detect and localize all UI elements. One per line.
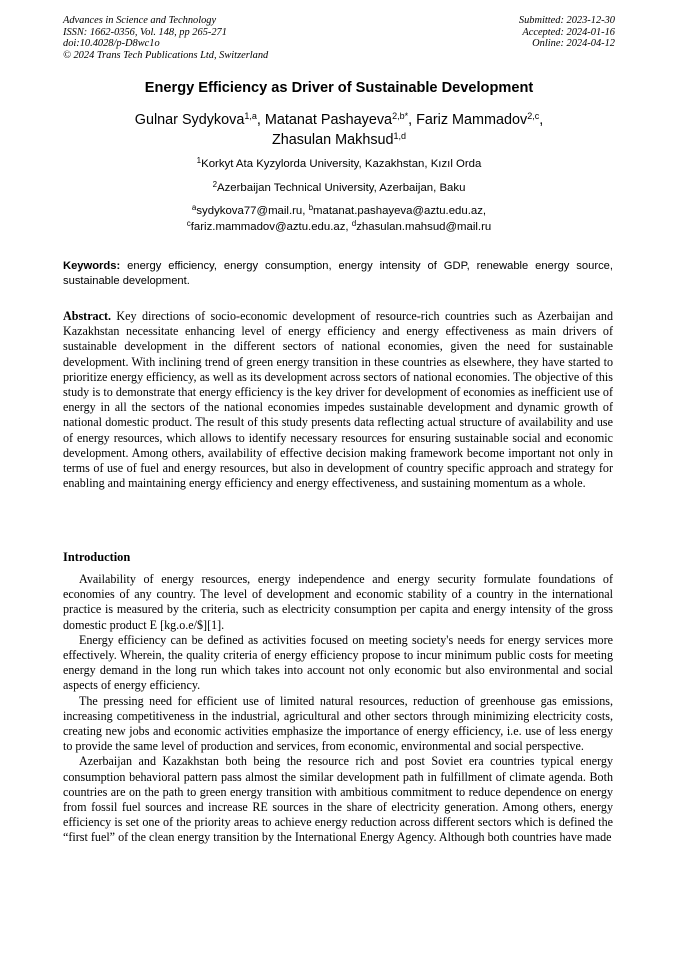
paper-title: Energy Efficiency as Driver of Sustainable Development xyxy=(144,80,534,96)
author-name: Gulnar Sydykova xyxy=(134,112,245,128)
journal-doi: doi:10.4028/p-D8wc1o xyxy=(63,38,160,50)
author-separator: , xyxy=(256,112,265,128)
affiliation-sup: 2 xyxy=(212,180,218,189)
email-sup: d xyxy=(351,218,357,228)
publication-dates xyxy=(519,15,615,50)
author-affiliation-sup: 2,b* xyxy=(392,111,409,121)
author-affiliation-sup: 2,c xyxy=(527,111,540,121)
author-name: Fariz Mammadov xyxy=(416,112,528,128)
author-emails xyxy=(0,204,678,235)
accepted-date: Accepted: 2024-01-16 xyxy=(522,26,615,38)
email-sup: b xyxy=(308,203,314,212)
introduction-body xyxy=(63,572,613,846)
abstract-text: Key directions of socio-economic development of resource-rich countries such as Azerbaijan and Kazakhstan necessitate enhancing level of energy efficiency and energy effectiveness as main drivers of sustainable development in the different sectors of national economies, given the need for sustainable development. With inclining trend of green energy transition in these countries as elsewhere, they have started to prioritize energy efficiency, as well as its development across sectors of national economies. The objective of this study is to demonstrate that energy efficiency is the key driver for development of economies as inefficient use of energy in all the sectors of the national economies impedes sustainable development and dynamic growth of national domestic product. The result of this study presents data reflecting actual structure of availability and use of energy resources, which allows to identify necessary resources for ensuring sustainable social and economic development. Among others, availability of effective decision making framework become important not only in terms of use of fuel and energy resources, but also in development of country specific approach and strategy for enabling and maintaining energy efficiency and energy effectiveness, and sustaining momentum as a whole. xyxy=(63,309,613,491)
email-text: zhasulan.mahsud@mail.ru xyxy=(356,220,492,233)
email-sup: a xyxy=(191,203,197,212)
email-text: matanat.pashayeva@aztu.edu.az, xyxy=(313,205,487,217)
affiliation-1 xyxy=(0,157,678,173)
abstract-label: Abstract. xyxy=(63,309,112,323)
author-affiliation-sup: 1,d xyxy=(393,131,407,141)
affiliation-2 xyxy=(0,181,678,197)
paragraph: The pressing need for efficient use of limited natural resources, reduction of greenhouse gas emissions, increasing competitiveness in the industrial, agricultural and other sectors through minimizing electricity costs, creating new jobs and economic activities emphasize the importance of energy efficiency, i.e. use of less energy to provide the same level of production and services, from economic, environmental and social perspective. xyxy=(63,693,613,754)
journal-header xyxy=(63,15,268,61)
author-separator: , xyxy=(408,112,417,128)
author-name: Matanat Pashayeva xyxy=(264,112,393,128)
keywords-label: Keywords: xyxy=(63,260,121,272)
section-heading-introduction: Introduction xyxy=(63,550,131,564)
author-affiliation-sup: 1,a xyxy=(244,111,257,121)
author-list xyxy=(60,110,618,150)
journal-issn: ISSN: 1662-0356, Vol. 148, pp 265-271 xyxy=(63,26,227,38)
paragraph: Energy efficiency can be defined as activities focused on meeting society's needs for energy services more effectively. Wherein, the quality criteria of energy efficiency propose to incur minimum public costs for meeting energy demand in the long run which takes into account not only economic but also environmental and social aspects of energy efficiency. xyxy=(63,632,613,693)
abstract xyxy=(63,309,613,491)
email-sup: c xyxy=(186,218,191,228)
keywords xyxy=(63,259,613,288)
email-text: sydykova77@mail.ru, xyxy=(196,205,309,217)
paragraph: Availability of energy resources, energy independence and energy security formulate foundations of economies of any country. The level of development and economic stability of a country in the international practice is measured by the criteria, such as electricity consumption per capita and energy intensity of the gross domestic product E [kg.o.e/$][1]. xyxy=(63,572,613,632)
affiliation-sup: 1 xyxy=(196,156,202,165)
submitted-date: Submitted: 2023-12-30 xyxy=(518,15,615,26)
author-name: Zhasulan Makhsud xyxy=(271,132,394,148)
paragraph: Azerbaijan and Kazakhstan both being the resource rich and post Soviet era countries typical energy consumption behavioral pattern pass almost the similar development path in fulfillment of climate agenda. Both countries are on the path to green energy transition with ambitious commitment to reduce dependence on energy from fossil fuel sources and increase RE sources in the share of electricity generation. Among others, energy efficiency is set one of the priority areas to achieve energy reduction across different sectors which is defined the “first fuel” of the clean energy transition by the International Energy Agency. Although both countries have made xyxy=(63,754,613,845)
affiliation-text: Azerbaijan Technical University, Azerbaijan, Baku xyxy=(217,182,466,194)
journal-copyright: © 2024 Trans Tech Publications Ltd, Switzerland xyxy=(63,49,269,61)
author-separator: , xyxy=(539,112,544,128)
keywords-text: energy efficiency, energy consumption, energy intensity of GDP, renewable energy source, sustainable development. xyxy=(63,260,613,287)
email-text: fariz.mammadov@aztu.edu.az, xyxy=(190,220,352,233)
online-date: Online: 2024-04-12 xyxy=(532,38,615,50)
journal-name: Advances in Science and Technology xyxy=(63,15,217,26)
affiliation-text: Korkyt Ata Kyzylorda University, Kazakhstan, Kızıl Orda xyxy=(201,158,482,170)
